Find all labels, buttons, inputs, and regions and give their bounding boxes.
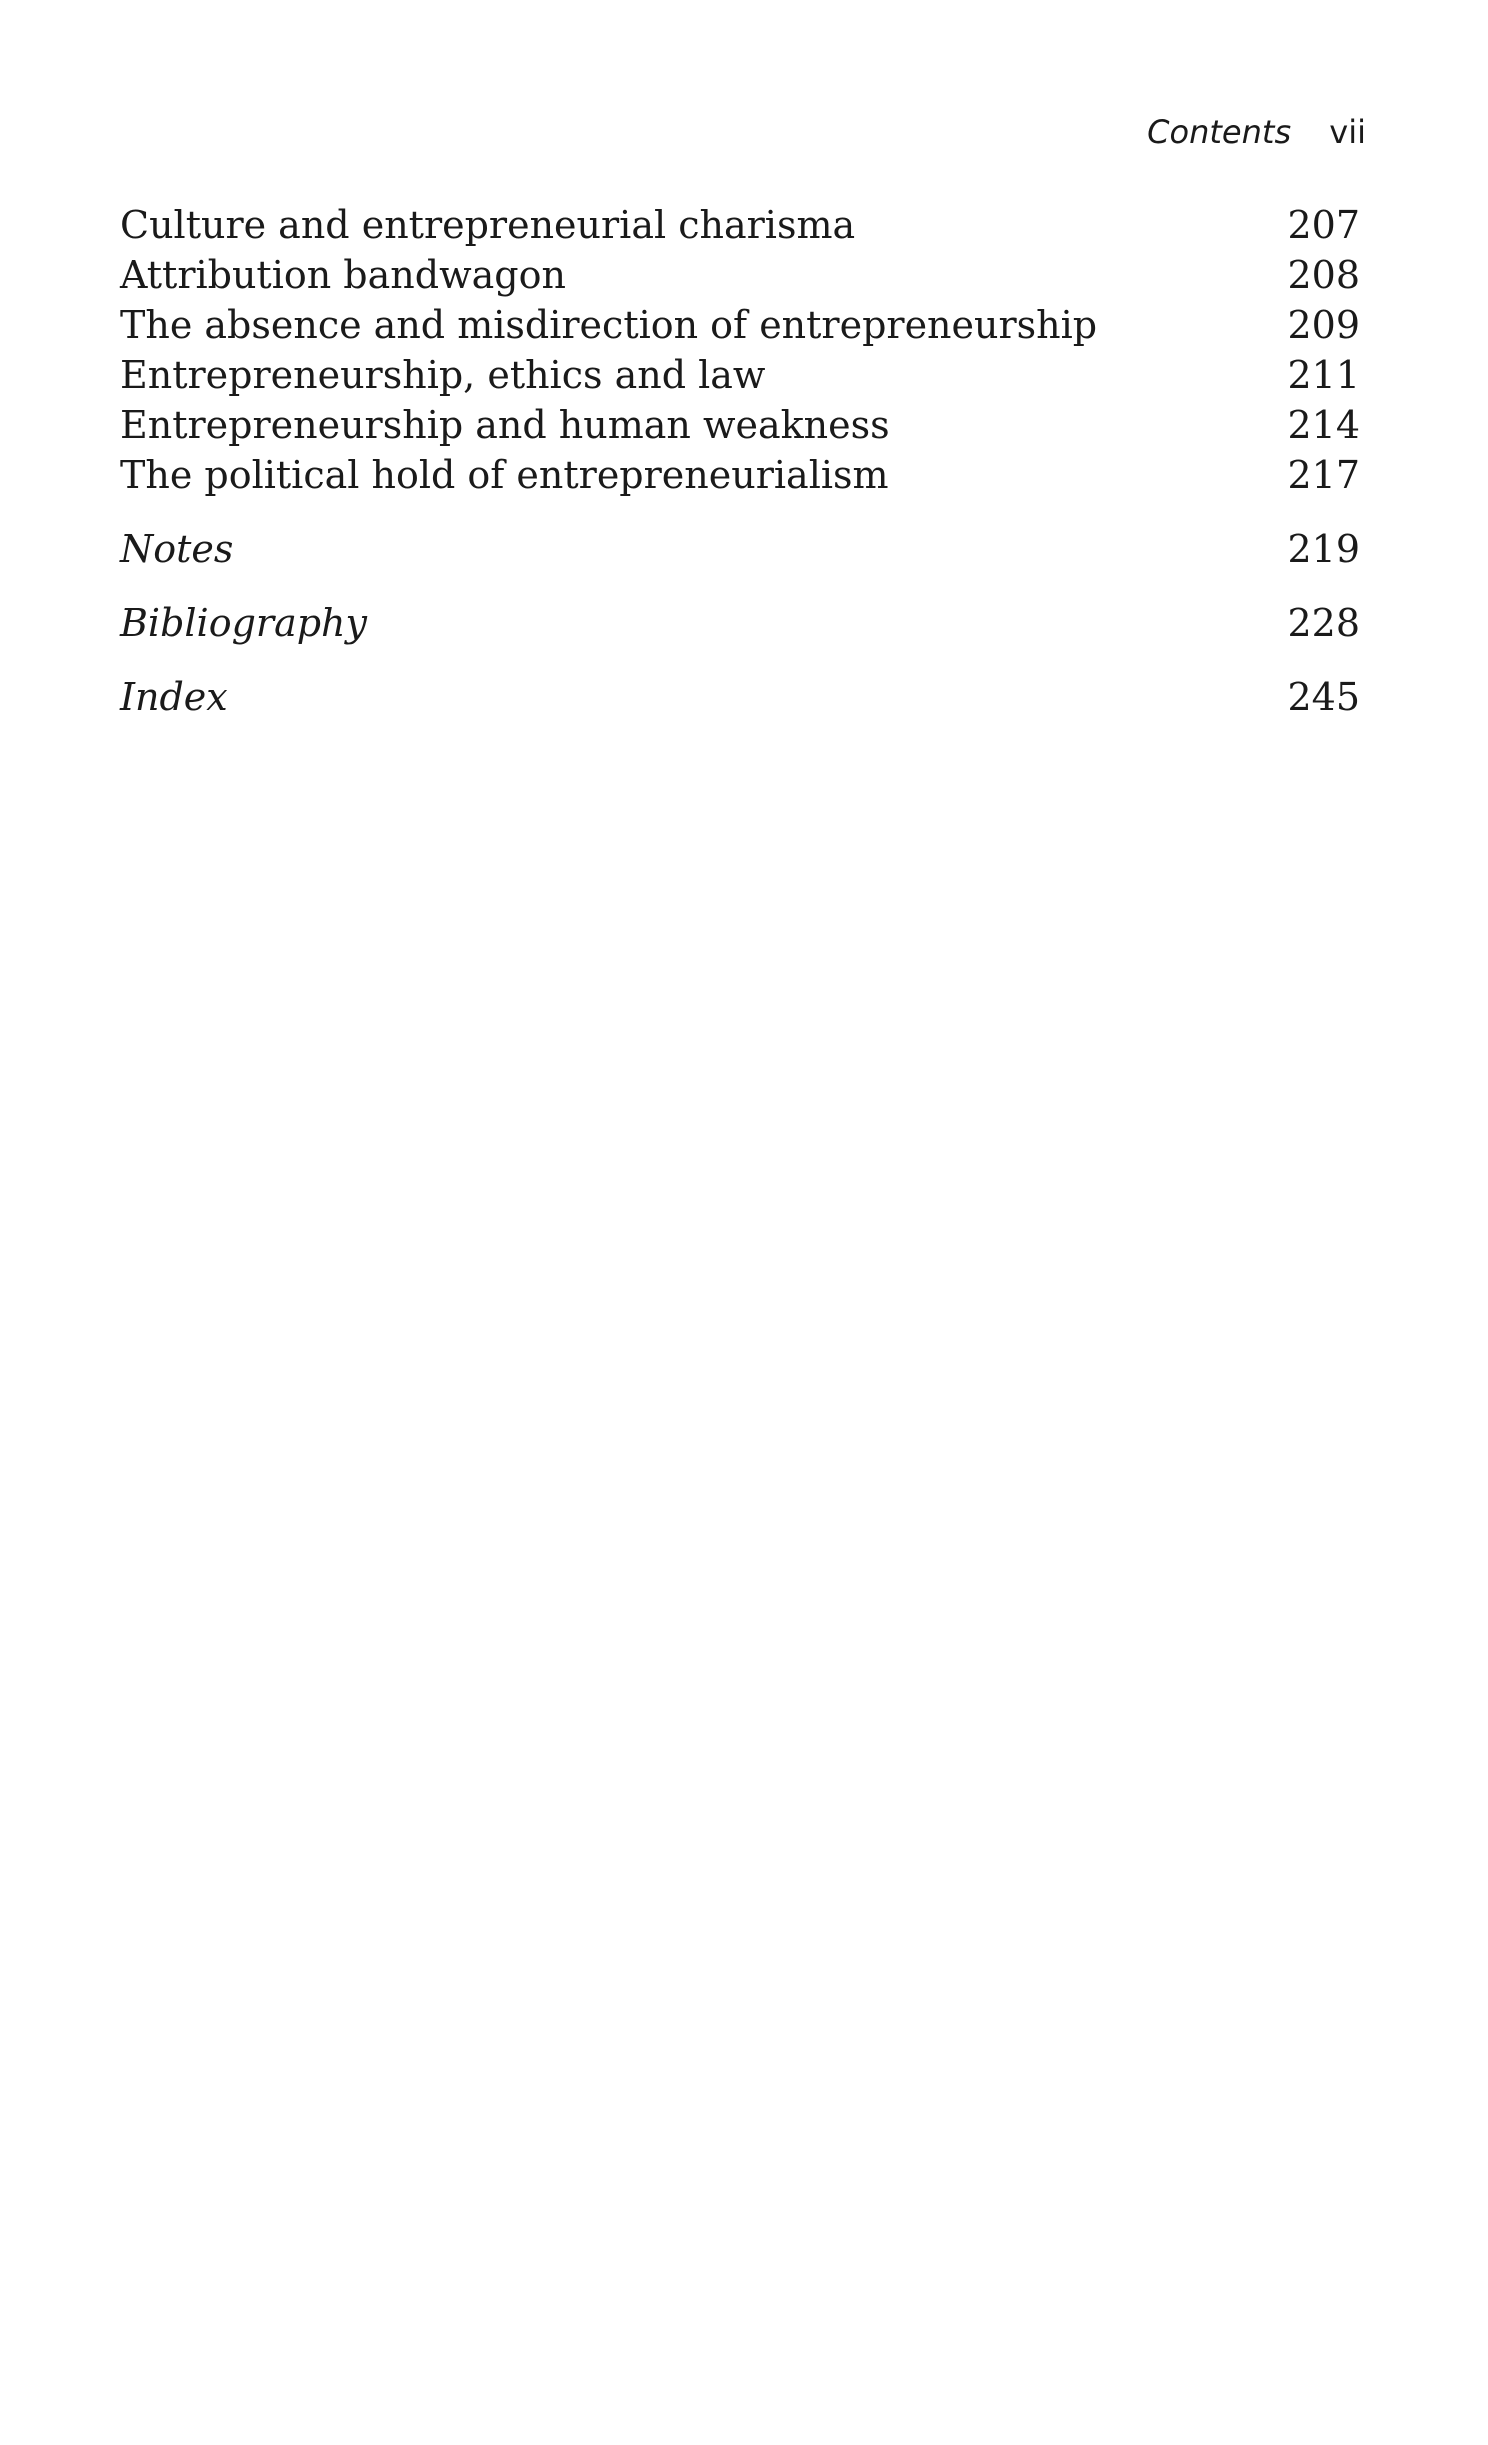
toc-entry-bibliography [120, 598, 1360, 648]
toc-entry-page: 207 [1287, 203, 1360, 247]
toc-entry-title: Attribution bandwagon [120, 253, 566, 297]
toc-entry-page: 211 [1287, 353, 1360, 397]
table-of-contents [120, 200, 1360, 722]
toc-entry-page: 208 [1287, 253, 1360, 297]
toc-entry [120, 450, 1360, 500]
toc-entry-title: Entrepreneurship and human weakness [120, 403, 890, 447]
toc-entry-page: 219 [1287, 527, 1360, 571]
running-head-title: Contents [1147, 113, 1292, 151]
toc-entry-index [120, 672, 1360, 722]
toc-entry [120, 350, 1360, 400]
toc-entry [120, 250, 1360, 300]
running-head [1147, 110, 1366, 154]
toc-entry-title: Culture and entrepreneurial charisma [120, 203, 856, 247]
toc-entry-page: 217 [1287, 453, 1360, 497]
toc-entry-notes [120, 524, 1360, 574]
toc-entry-title: The absence and misdirection of entrepreneurship [120, 303, 1098, 347]
toc-entry-title: Entrepreneurship, ethics and law [120, 353, 766, 397]
toc-entry [120, 200, 1360, 250]
toc-entry [120, 400, 1360, 450]
running-head-page-number: vii [1329, 113, 1366, 151]
toc-entry-page: 209 [1287, 303, 1360, 347]
toc-entry-title: Index [120, 675, 228, 719]
toc-entry-page: 214 [1287, 403, 1360, 447]
toc-entry-title: The political hold of entrepreneurialism [120, 453, 889, 497]
toc-entry-page: 228 [1287, 601, 1360, 645]
toc-entry [120, 300, 1360, 350]
toc-entry-title: Bibliography [120, 601, 367, 645]
toc-entry-page: 245 [1287, 675, 1360, 719]
toc-entry-title: Notes [120, 527, 234, 571]
